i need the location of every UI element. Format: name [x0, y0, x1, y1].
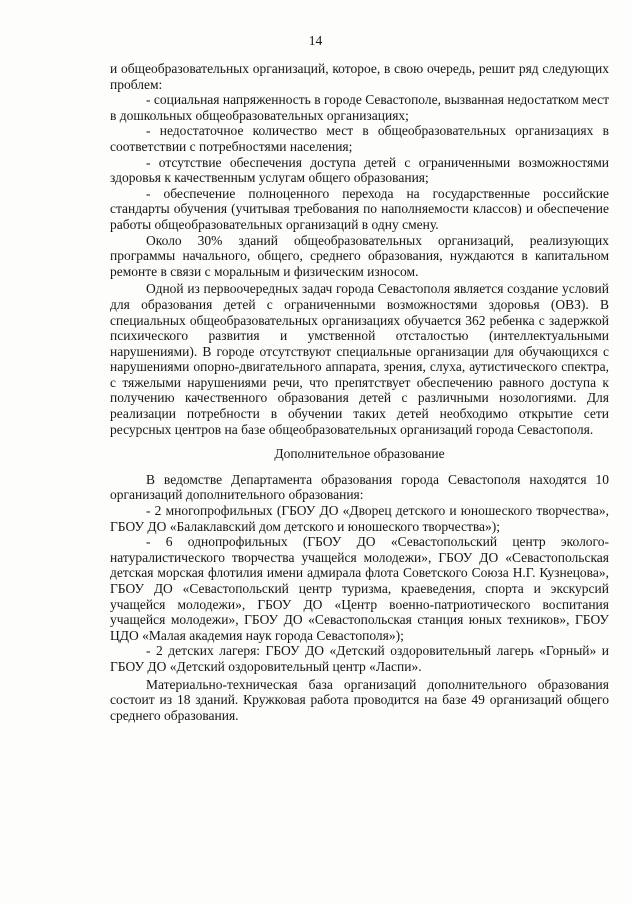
paragraph: и общеобразовательных организаций, которое, в свою очередь, решит ряд следующих проблем: [110, 61, 609, 92]
page-number: 14 [308, 33, 323, 48]
list-item: - недостаточное количество мест в общеобразовательных организациях в соответствии с потребностями населения; [110, 123, 609, 154]
list-item: - 6 однопрофильных (ГБОУ ДО «Севастопольский центр эколого-натуралистического творчества учащейся молодежи», ГБОУ ДО «Севастопольская детская морская флотилия имени адмирала флота Советского Союза Н.Г. Кузнецова», ГБОУ ДО «Севастопольский центр туризма, краеведения, спорта и экскурсий учащейся молодежи», ГБОУ ДО «Центр военно-патриотического воспитания учащейся молодежи», ГБОУ ДО «Севастопольская станция юных техников», ГБОУ ЦДО «Малая академия наук города Севастополя»); [110, 534, 609, 643]
paragraph: Около 30% зданий общеобразовательных организаций, реализующих программы начального, общего, среднего образования, нуждаются в капитальном ремонте в связи с моральным и физическим износом. [110, 232, 609, 279]
paragraph: Одной из первоочередных задач города Севастополя является создание условий для образования детей с ограниченными возможностями здоровья (ОВЗ). В специальных общеобразовательных организациях обучается 362 ребенка с задержкой психического развития и умственной отсталостью (интеллектуальными нарушениями). В городе отсутствуют специальные организации для обучающихся с нарушениями опорно-двигательного аппарата, зрения, слуха, аутистического спектра, с тяжелыми нарушениями речи, что препятствует обеспечению равного доступа к получению качественного образования детей с различными нозологиями. Для реализации потребности в обучении таких детей необходимо открытие сети ресурсных центров на базе общеобразовательных организаций города Севастополя. [110, 281, 609, 437]
paragraph: Материально-техническая база организаций дополнительного образования состоит из 18 зданий. Кружковая работа проводится на базе 49 организаций общего среднего образования. [110, 676, 609, 723]
list-item: - отсутствие обеспечения доступа детей с ограниченными возможностями здоровья к качественным услугам общего образования; [110, 154, 609, 186]
list-item: - обеспечение полноценного перехода на государственные российские стандарты обучения (учитывая требования по наполняемости классов) и обеспечение работы общеобразовательных организаций в одну смену. [110, 185, 609, 232]
list-item: - 2 многопрофильных (ГБОУ ДО «Дворец детского и юношеского творчества», ГБОУ ДО «Балаклавский дом детского и юношеского творчества»); [110, 503, 609, 534]
section-heading: Дополнительное образование [274, 446, 445, 462]
paragraph: В ведомстве Департамента образования города Севастополя находятся 10 организаций дополнительного образования: [110, 471, 609, 503]
list-item: - 2 детских лагеря: ГБОУ ДО «Детский оздоровительный лагерь «Горный» и ГБОУ ДО «Детский оздоровительный центр «Ласпи». [110, 643, 609, 674]
list-item: - социальная напряженность в городе Севастополе, вызванная недостатком мест в дошкольных общеобразовательных организациях; [110, 92, 609, 123]
document-body [110, 61, 609, 723]
